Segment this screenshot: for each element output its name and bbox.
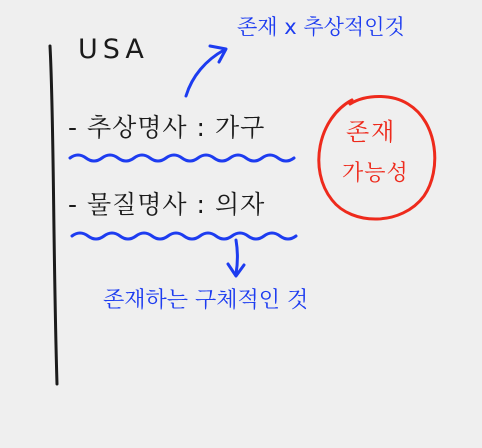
- red-circle: [319, 97, 435, 220]
- line-prefix: -: [68, 113, 79, 142]
- line-prefix: -: [68, 190, 79, 219]
- bottom-annotation: 존재하는 구체적인 것: [103, 288, 309, 313]
- noun-label: 물질명사: [86, 190, 188, 219]
- noun-example: 가구: [214, 113, 266, 142]
- top-annotation: 존재 x 추상적인것: [237, 15, 405, 39]
- circled-text-line-2: 가능성: [342, 161, 409, 186]
- arrow-to-top-note: [186, 50, 224, 96]
- left-bracket-line: [50, 46, 57, 384]
- separator: :: [196, 113, 206, 142]
- noun-line-abstract: [68, 115, 265, 140]
- arrow-to-bottom-note: [236, 240, 238, 274]
- wavy-underline-1: [70, 155, 294, 161]
- heading-text: USA: [78, 34, 149, 65]
- noun-example: 의자: [214, 190, 266, 219]
- noun-line-material: [68, 192, 265, 217]
- separator: :: [196, 190, 206, 219]
- wavy-underline-2: [72, 233, 296, 239]
- circled-text-line-1: 존재: [346, 118, 397, 146]
- noun-label: 추상명사: [86, 113, 188, 142]
